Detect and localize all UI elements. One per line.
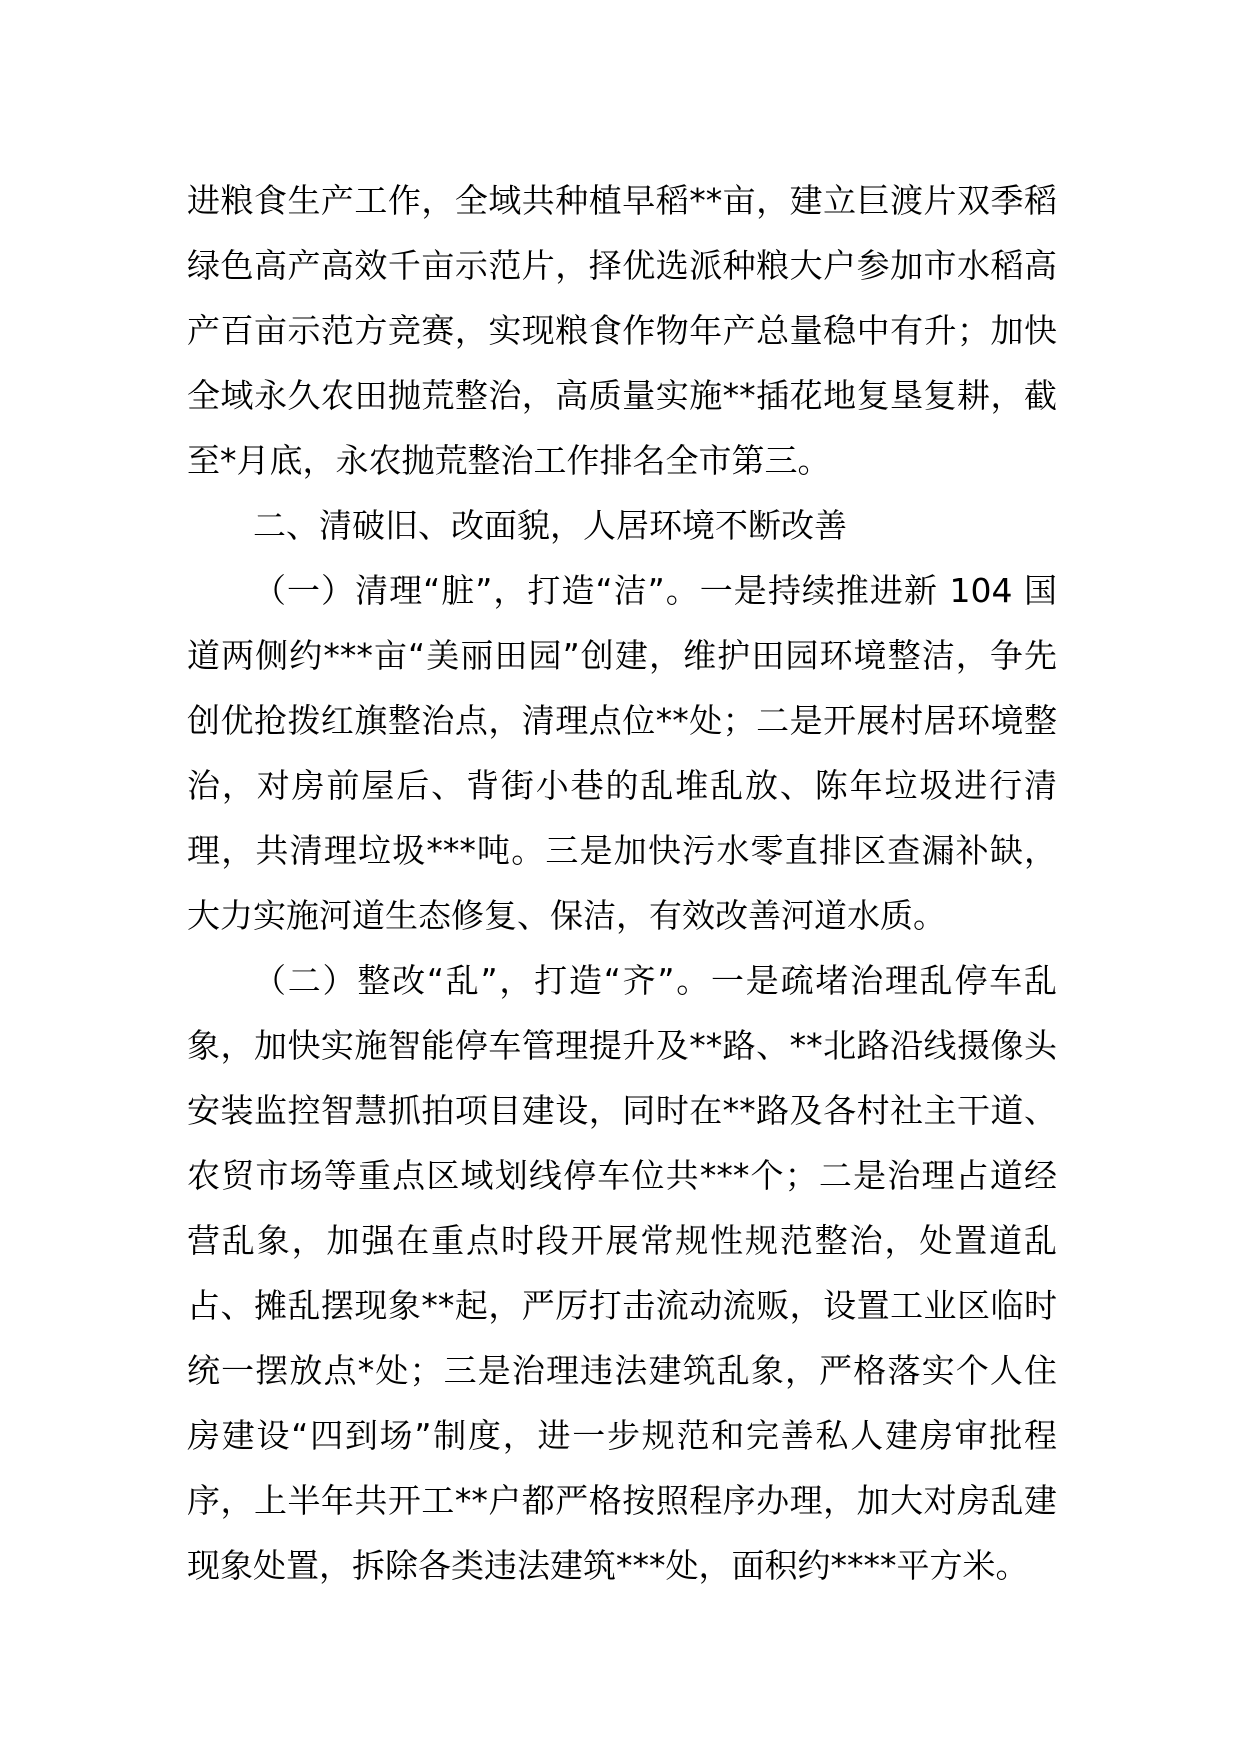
paragraph-grain-production: 进粮食生产工作，全域共种植早稻**亩，建立巨渡片双季稻绿色高产高效千亩示范片，择优选派种粮大户参加市水稻高产百亩示范方竞赛，实现粮食作物年产总量稳中有升；加快全域永久农田抛荒整治，高质量实施**插花地复垦复耕，截至*月底，永农抛荒整治工作排名全市第三。 [187, 181, 1057, 480]
document-body [187, 168, 1057, 1598]
paragraph-rectify-disorder: （二）整改“乱”，打造“齐”。一是疏堵治理乱停车乱象，加快实施智能停车管理提升及**路、**北路沿线摄像头安装监控智慧抓拍项目建设，同时在**路及各村社主干道、农贸市场等重点区域划线停车位共***个；二是治理占道经营乱象，加强在重点时段开展常规性规范整治，处置道乱占、摊乱摆现象**起，严厉打击流动流贩，设置工业区临时统一摆放点*处；三是治理违法建筑乱象，严格落实个人住房建设“四到场”制度，进一步规范和完善私人建房审批程序，上半年共开工**户都严格按照程序办理，加大对房乱建现象处置，拆除各类违法建筑***处，面积约****平方米。 [187, 961, 1057, 1585]
section-heading-living-environment: 二、清破旧、改面貌，人居环境不断改善 [253, 506, 847, 545]
paragraph-clean-up: （一）清理“脏”，打造“洁”。一是持续推进新 104 国道两侧约***亩“美丽田园”创建，维护田园环境整洁，争先创优抢拨红旗整治点，清理点位**处；二是开展村居环境整治，对房前屋后、背街小巷的乱堆乱放、陈年垃圾进行清理，共清理垃圾***吨。三是加快污水零直排区查漏补缺，大力实施河道生态修复、保洁，有效改善河道水质。 [187, 571, 1057, 935]
